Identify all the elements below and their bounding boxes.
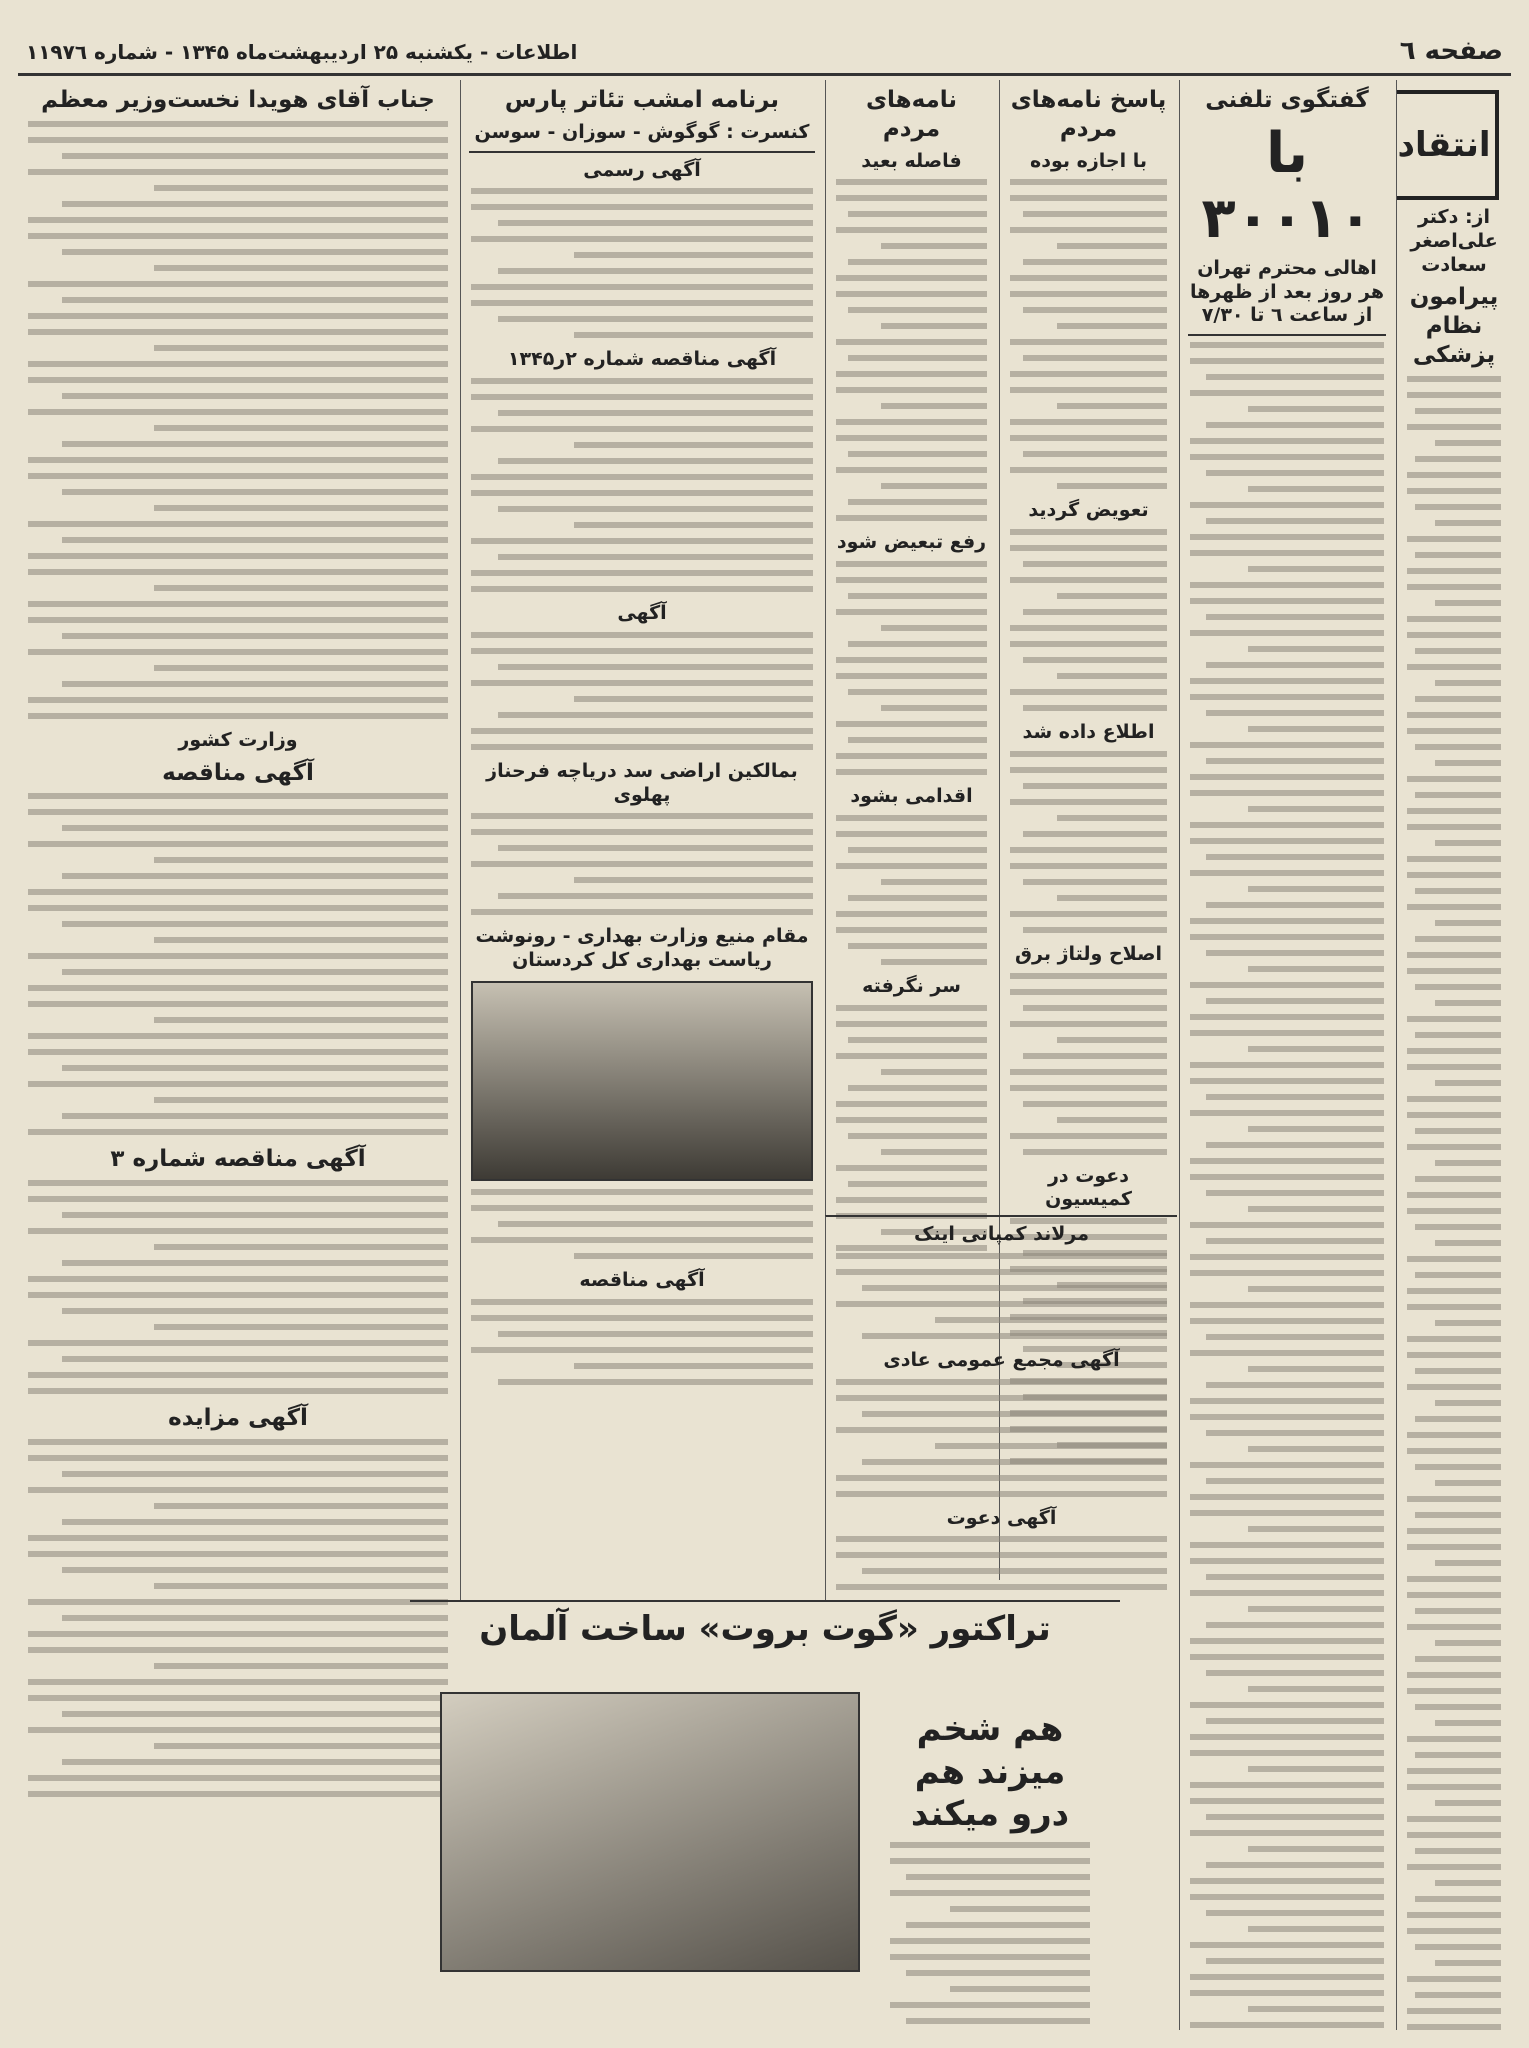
section-header: گفتگوی تلفنی — [1205, 87, 1369, 113]
section-logo: انتقاد — [1396, 90, 1499, 200]
ad-title: مرلاند کمپانی اینک — [914, 1223, 1089, 1245]
tractor-tagline: هم شخم میزند هم درو میکند — [910, 1709, 1070, 1834]
ad-title: آگهی دعوت — [946, 1506, 1057, 1529]
ad-body — [471, 813, 813, 915]
ad-body — [28, 121, 448, 719]
ad-title: وزارت کشور — [178, 728, 298, 751]
column-ads-left — [18, 80, 458, 2030]
reply-title: با اجازه بوده — [1029, 149, 1147, 172]
column-opinion — [1396, 80, 1511, 2030]
ad-body — [471, 1299, 813, 1385]
ad-title: آگهی مزایده — [168, 1405, 308, 1431]
reply-body — [1010, 529, 1167, 711]
theatre-subtitle: کنسرت : گوگوش - سوزان - سوسن — [474, 120, 810, 143]
ad-body — [471, 1189, 813, 1259]
divider — [469, 151, 815, 153]
ad-body — [28, 1439, 448, 1797]
ad-body — [836, 1253, 1167, 1339]
reply-title: اطلاع داده شد — [1022, 721, 1155, 743]
ad-title: آگهی مناقصه شماره ۲ر۱۳۴۵ — [507, 348, 777, 371]
letter-body — [836, 561, 987, 775]
tractor-ad — [410, 1600, 1120, 2020]
divider — [1188, 334, 1386, 336]
letter-title: فاصله بعید — [861, 149, 962, 172]
ad-body — [836, 1536, 1167, 1600]
ad-title: جناب آقای هویدا نخست‌وزیر معظم — [41, 87, 435, 113]
column-phone-talk — [1179, 80, 1394, 2030]
ad-body — [471, 632, 813, 750]
reply-title: دعوت در کمیسیون — [1045, 1164, 1132, 1211]
portrait-photo — [471, 981, 813, 1181]
ad-title: آگهی مناقصه شماره ۳ — [110, 1146, 366, 1173]
ad-title: آگهی مجمع عمومی عادی — [883, 1348, 1120, 1371]
ad-title: بمالکین اراضی سد دریاچه فرحناز پهلوی — [486, 759, 798, 806]
tractor-ad-body — [890, 1842, 1090, 2024]
ad-body — [28, 793, 448, 1135]
column-ads-center — [460, 80, 823, 1600]
article-body — [1407, 376, 1501, 2031]
letter-body — [836, 815, 987, 965]
ad-title: مقام منیع وزارت بهداری - رونوشت ریاست بهداری کل کردستان — [475, 925, 809, 971]
column-body — [1190, 342, 1384, 2030]
section-header: نامه‌های مردم — [865, 87, 958, 142]
letter-title: اقدامی بشود — [850, 785, 973, 807]
ad-title: آگهی — [617, 602, 667, 624]
reply-body — [1010, 179, 1167, 489]
tractor-photo — [440, 1692, 860, 1972]
phone-number: با ۳۰۰۱۰ — [1201, 120, 1373, 251]
ad-title: آگهی رسمی — [583, 158, 701, 181]
letter-body — [836, 1005, 987, 1251]
letter-body — [836, 179, 987, 521]
ad-body — [471, 188, 813, 338]
letter-title: سر نگرفته — [862, 974, 961, 997]
tractor-ad-title: تراکتور «گوت بروت» ساخت آلمان — [479, 1609, 1051, 1649]
ad-body — [28, 1180, 448, 1394]
reply-body — [1010, 973, 1167, 1155]
ad-body — [836, 1379, 1167, 1497]
reply-title: تعویض گردید — [1028, 499, 1149, 522]
section-header: پاسخ نامه‌های مردم — [1010, 87, 1167, 142]
ads-lower-middle — [825, 1215, 1177, 1600]
issue-line: اطلاعات - یکشنبه ۲۵ اردیبهشت‌ماه ۱۳۴۵ - شماره ۱۱۹۷٦ — [26, 40, 578, 64]
tractor-ad-text — [880, 1702, 1100, 2034]
ad-title: آگهی مناقصه — [579, 1268, 705, 1291]
reply-body — [1010, 751, 1167, 933]
ad-title: آگهی مناقصه — [162, 759, 314, 786]
masthead — [18, 30, 1511, 76]
author: از: دکتر علی‌اصغر سعادت — [1410, 206, 1498, 276]
theatre-title: برنامه امشب تئاتر پارس — [504, 87, 780, 113]
page-number: صفحه ٦ — [1399, 36, 1503, 66]
phone-note: اهالی محترم تهران هر روز بعد از ظهرها از ساعت ٦ تا ۷/۳۰ — [1190, 256, 1384, 327]
reply-title: اصلاح ولتاژ برق — [1015, 942, 1162, 965]
article-title: پیرامون نظام پزشکی — [1409, 284, 1499, 368]
ad-body — [471, 378, 813, 592]
letter-title: رفع تبعیض شود — [836, 531, 987, 554]
